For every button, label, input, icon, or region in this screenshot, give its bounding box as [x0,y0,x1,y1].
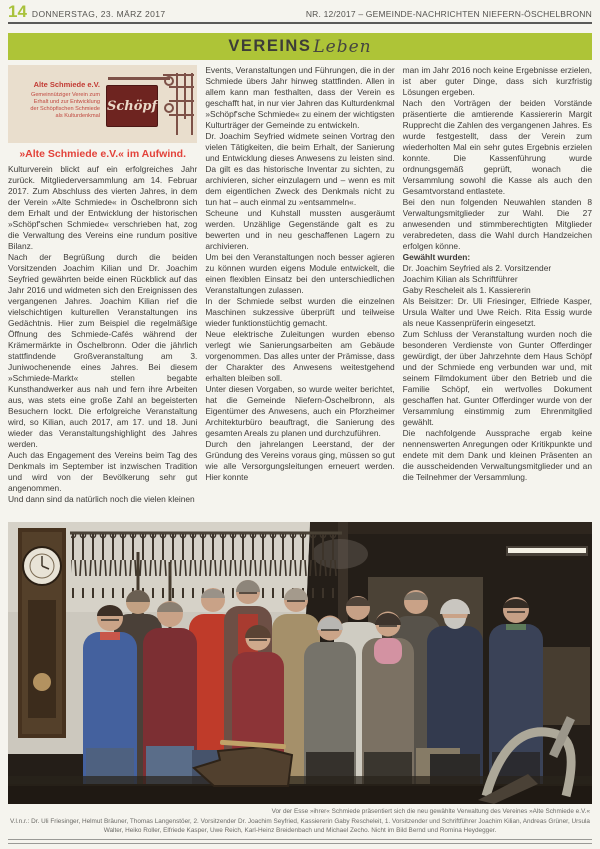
caption-line-1: Vor der Esse »ihrer« Schmiede präsentiert sich die neu gewählte Verwaltung des Vereines »Alte Schmiede e.V.« [271,808,590,815]
club-logo [8,65,197,143]
section-title-script: Leben [313,36,372,57]
article-paragraph: Die nachfolgende Aussprache ergab keine nennenswerten Anregungen oder Kritikpunkte und endete mit dem Dank und kleinen Präsenten an die ausscheidenden Verwaltungsmitglieder und an die Teilnehmer der Versammlung. [402,428,592,482]
article-paragraph: Nach der Begrüßung durch die beiden Vorsitzenden Joachim Kilian und Dr. Joachim Seyfried gewährten beide einen Rückblick auf das Jahr 2016 und widmeten sich den Ereignissen des vergangenen Jahres. Joachim Kilian rief die vielschichtigen kulturellen Veranstaltungen ins Gedächtnis. Hier zum Beispiel die regelmäßige Öffnung des Schmiede-Cafés während der Krämermärkte in Öschelbronn. Oder die jährlich stattfindende Großveranstaltung am 3. Juniwochenende eines Jahres. Bei diesem »Schmiede-Markt« stellen begabte Kunsthandwerker aus nah und fern ihre Arbeiten aus, was stets eine große Zahl an begeisterten Besuchern lockt. Die erfolgreiche Veranstaltung wird, so Kilian, auch 2017, am 17. und 18. Juni wieder das Veranstaltungshighlight des Jahres werden. [8,252,198,449]
photo-caption [10,807,590,835]
article-paragraph: Kulturverein blickt auf ein erfolgreiches Jahr zurück. Mitgliederversammlung am 14. Februar 2017. Zum Abschluss des vierten Jahres, in dem der Verein »Alte Schmiede« in Öschelbronn sich dem Erhalt und der Entwicklung der historischen »Schöpf'schen Schmiede« verschrieben hat, zog die Verwaltung des Vereins eine rundum positive Bilanz. [8,164,198,251]
elected-list [403,263,592,296]
article-paragraph: Und dann sind da natürlich noch die vielen kleinen [8,494,195,504]
group-photo [8,522,592,804]
article-paragraph: Als Beisitzer: Dr. Uli Friesinger, Elfriede Kasper, Ursula Walter und Uwe Reich. Rita Essig wurde als neue Kassenprüferin eingesetzt. [402,296,592,328]
page-number: 14 [8,2,27,21]
article-paragraph: Zum Schluss der Veranstaltung wurden noch die besonderen Verdienste von Gunter Offerdinger gewürdigt, der über Jahrzehnte dem Haus Schöpf und der Schmiede eng verbunden war und, mit seinem Filmdokument über den Betrieb und die Familie Schöpf, ein wertvolles Dokument geschaffen hat. Gunter Offerdinger wurde von der Versammlung einstimmig zum Ehrenmitglied gewählt. [402,329,592,427]
header-left [8,3,166,20]
article-paragraph: Scheune und Kuhstall mussten ausgeräumt werden. Unzählige Gegenstände galt es zu bewerten und in neu geschaffenen Lagern zu archivieren. [205,208,395,251]
elected-item: Dr. Joachim Seyfried als 2. Vorsitzender [402,263,552,273]
column-2 [205,65,394,517]
article-paragraph: Unter diesen Vorgaben, so wurde weiter berichtet, hat die Gemeinde Niefern-Öschelbronn, als Eigentümer des Anwesens, auch ein Pforzheimer Architekturbüro beauftragt, die Sanierung des gesamten Areals zu planen und durchzuführen. [205,384,395,438]
issue-date: DONNERSTAG, 23. MÄRZ 2017 [31,9,166,19]
article-paragraph: Dr. Joachim Seyfried widmete seinen Vortrag den vielen Tätigkeiten, die beim Erhalt, der Sanierung und Entwicklung dieses Anwesens zu leisten sind. Da gilt es das historische Inventar zu sichten, zu archivieren, sicher einzulagern und – wenn es mit dem eigentlichen Zweck des Denkmals nicht zu tun hat – auch einmal zu »entsammeln«. [205,131,395,207]
article-headline: »Alte Schmiede e.V.« im Aufwind. [19,148,186,160]
elected-item: Joachim Kilian als Schriftführer [402,274,518,284]
column-1 [8,65,197,517]
section-banner [8,33,592,60]
sign-text: Schöpf [106,98,158,114]
article-paragraph: Auch das Engagement des Vereins beim Tag des Denkmals im September ist inzwischen Tradition und wird von der Bevölkerung sehr gut angenommen. [8,450,198,493]
article-paragraph: Bei den nun folgenden Neuwahlen standen 8 Verwaltungsmitglieder zur Wahl. Die 27 anwesenden und stimmberechtigten Mitglieder verabredeten, dass die Wahl durch Handzeichen erfolgen könne. [402,197,592,251]
article-paragraph: Events, Veranstaltungen und Führungen, die in der Schmiede übers Jahr hinweg stattfinden. Allen in allem kann man festhalten, dass der Verein es geschafft hat, in nur vier Jahren das Kulturdenkmal »Schöpf'sche Schmiede« zu einem der wichtigsten Kulturträger der Gemeinde zu entwickeln. [205,65,395,130]
logo-subtitle-line: Gemeinnütziger Verein zum [30,92,100,98]
wrought-iron-bracket-icon [161,69,195,139]
column-3 [403,65,592,517]
article-paragraph: Um bei den Veranstaltungen noch besser agieren zu können wurden eigens Module entwickelt, die einen flexiblen Einsatz bei den unterschiedlichen Veranstaltungen zulassen. [205,252,395,295]
caption-line-2: V.l.n.r.: Dr. Uli Friesinger, Helmut Bräuner, Thomas Langenstöer, 2. Vorsitzender Dr. Joachim Seyfried, Kassiererin Gaby Rescheleit, 1. Vorsitzender und Schriftführer Joachim Kilian, Andreas Grüner, Ursula Walter, Heiko Roller, Elfriede Kasper, Uwe Reich, Karl-Heinz Breidenbach und Michael Zecho. Nicht im Bild Bernd und Romina Heydegger. [10,818,590,834]
logo-subtitle-line: der Schöpfischen Schmiede [30,106,100,112]
article-paragraph: Durch den jahrelangen Leerstand, der der Gründung des Vereins voraus ging, müssen so gut wie alle Versorgungsleitungen erneuert werden. Hier konnte [205,439,395,482]
elected-heading: Gewählt wurden: [402,252,471,262]
logo-org-name: Alte Schmiede e.V. [33,80,100,89]
logo-text-block [12,79,100,120]
schoepf-sign [106,85,158,127]
article-paragraph: Nach den Vorträgen der beiden Vorstände präsentierte die amtierende Kassiererin Margit Rupprecht die Zahlen des vergangenen Jahres. Es wurde festgestellt, dass der Verein zum wiederholten Mal ein sehr gutes Ergebnis erzielen konnte. Die Kassenführung wurde ordnungsgemäß geprüft, wonach die Versammlung sowohl die Kasse als auch den Gesamtvorstand entlastete. [402,98,592,196]
elected-item: Gaby Rescheleit als 1. Kassiererin [402,285,531,295]
section-title-bold: VEREINS [228,37,312,55]
article-paragraph: man im Jahr 2016 noch keine Ergebnisse erzielen, ist aber guter Dinge, dass sich kurzfristig Lösungen ergeben. [402,65,592,97]
group-photo-illustration [8,522,592,804]
bottom-divider [8,839,592,844]
page-header [8,3,592,24]
issue-title: NR. 12/2017 – GEMEINDE-NACHRICHTEN NIEFERN-ÖSCHELBRONN [305,9,592,19]
article-columns [8,65,592,517]
logo-subtitle-line: Erhalt und zur Entwicklung [33,99,100,105]
article-paragraph: In der Schmiede selbst wurden die einzelnen Maschinen sukzessive überprüft und teilweise wieder funktionstüchtig gemacht. [205,296,395,328]
article-paragraph: Neue elektrische Zuleitungen wurden ebenso verlegt wie Sanierungsarbeiten am Gebäude vorgenommen. Das alles unter der Prämisse, dass der Charakter des Anwesens weitestgehend erhalten bleiben soll. [205,329,395,383]
logo-subtitle-line: als Kulturdenkmal [55,113,100,119]
